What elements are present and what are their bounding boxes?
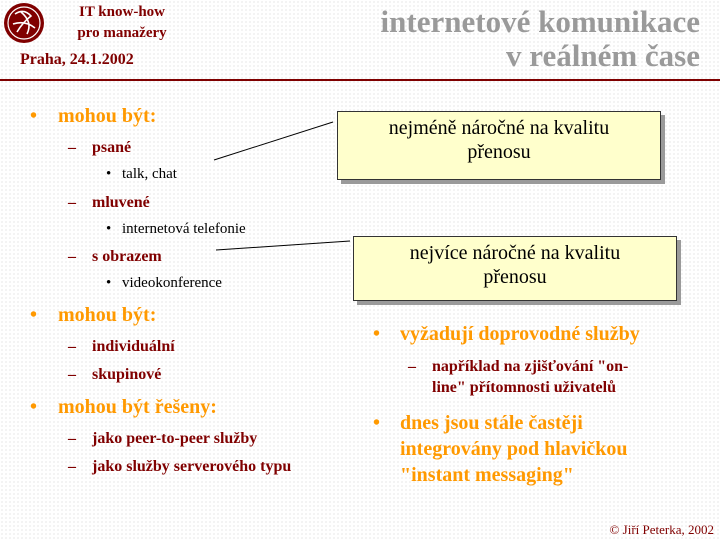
header-line-2: pro manažery	[77, 25, 167, 41]
callout-2-line-2: přenosu	[483, 266, 547, 288]
header-date: Praha, 24.1.2002	[20, 51, 134, 68]
list-item-skupinove: – skupinové	[68, 366, 162, 383]
right-bullet-2: • dnes jsou stále častěji integrovány pod hlavičkou "instant messaging"	[373, 412, 628, 486]
list-subitem-telefonie: • internetová telefonie	[106, 221, 246, 237]
connector-line-2	[216, 241, 350, 250]
list-item-individualni: – individuální	[68, 338, 175, 355]
slide-title-line-1: internetové komunikace	[380, 4, 700, 39]
bullet-group-3-title: • mohou být řešeny:	[30, 396, 217, 418]
list-item-psane: – psané	[68, 139, 132, 156]
connector-line-1	[214, 122, 333, 160]
callout-2-line-1: nejvíce náročné na kvalitu	[409, 242, 621, 264]
list-item-peer-to-peer: – jako peer-to-peer služby	[68, 430, 258, 447]
callout-least-demanding	[337, 111, 661, 180]
bullet-group-2-title: • mohou být:	[30, 304, 157, 326]
callout-1-line-2: přenosu	[467, 141, 531, 163]
slide-title-line-2: v reálném čase	[506, 38, 700, 73]
list-item-s-obrazem: – s obrazem	[68, 248, 162, 265]
right-subitem-online: – například na zjišťování "on- line" přítomnosti uživatelů	[408, 358, 629, 396]
list-item-mluvene: – mluvené	[68, 194, 150, 211]
list-item-serverovy-typ: – jako služby serverového typu	[68, 458, 292, 475]
list-subitem-videokonference: • videokonference	[106, 275, 222, 291]
header-line-1: IT know-how	[78, 4, 165, 20]
callout-1-line-1: nejméně náročné na kvalitu	[388, 117, 610, 139]
callout-most-demanding	[353, 236, 677, 301]
list-subitem-talk-chat: • talk, chat	[106, 166, 177, 182]
bullet-group-1-title: • mohou být:	[30, 105, 157, 127]
copyright: © Jiří Peterka, 2002	[609, 522, 714, 537]
right-bullet-1: • vyžadují doprovodné služby	[373, 323, 640, 345]
